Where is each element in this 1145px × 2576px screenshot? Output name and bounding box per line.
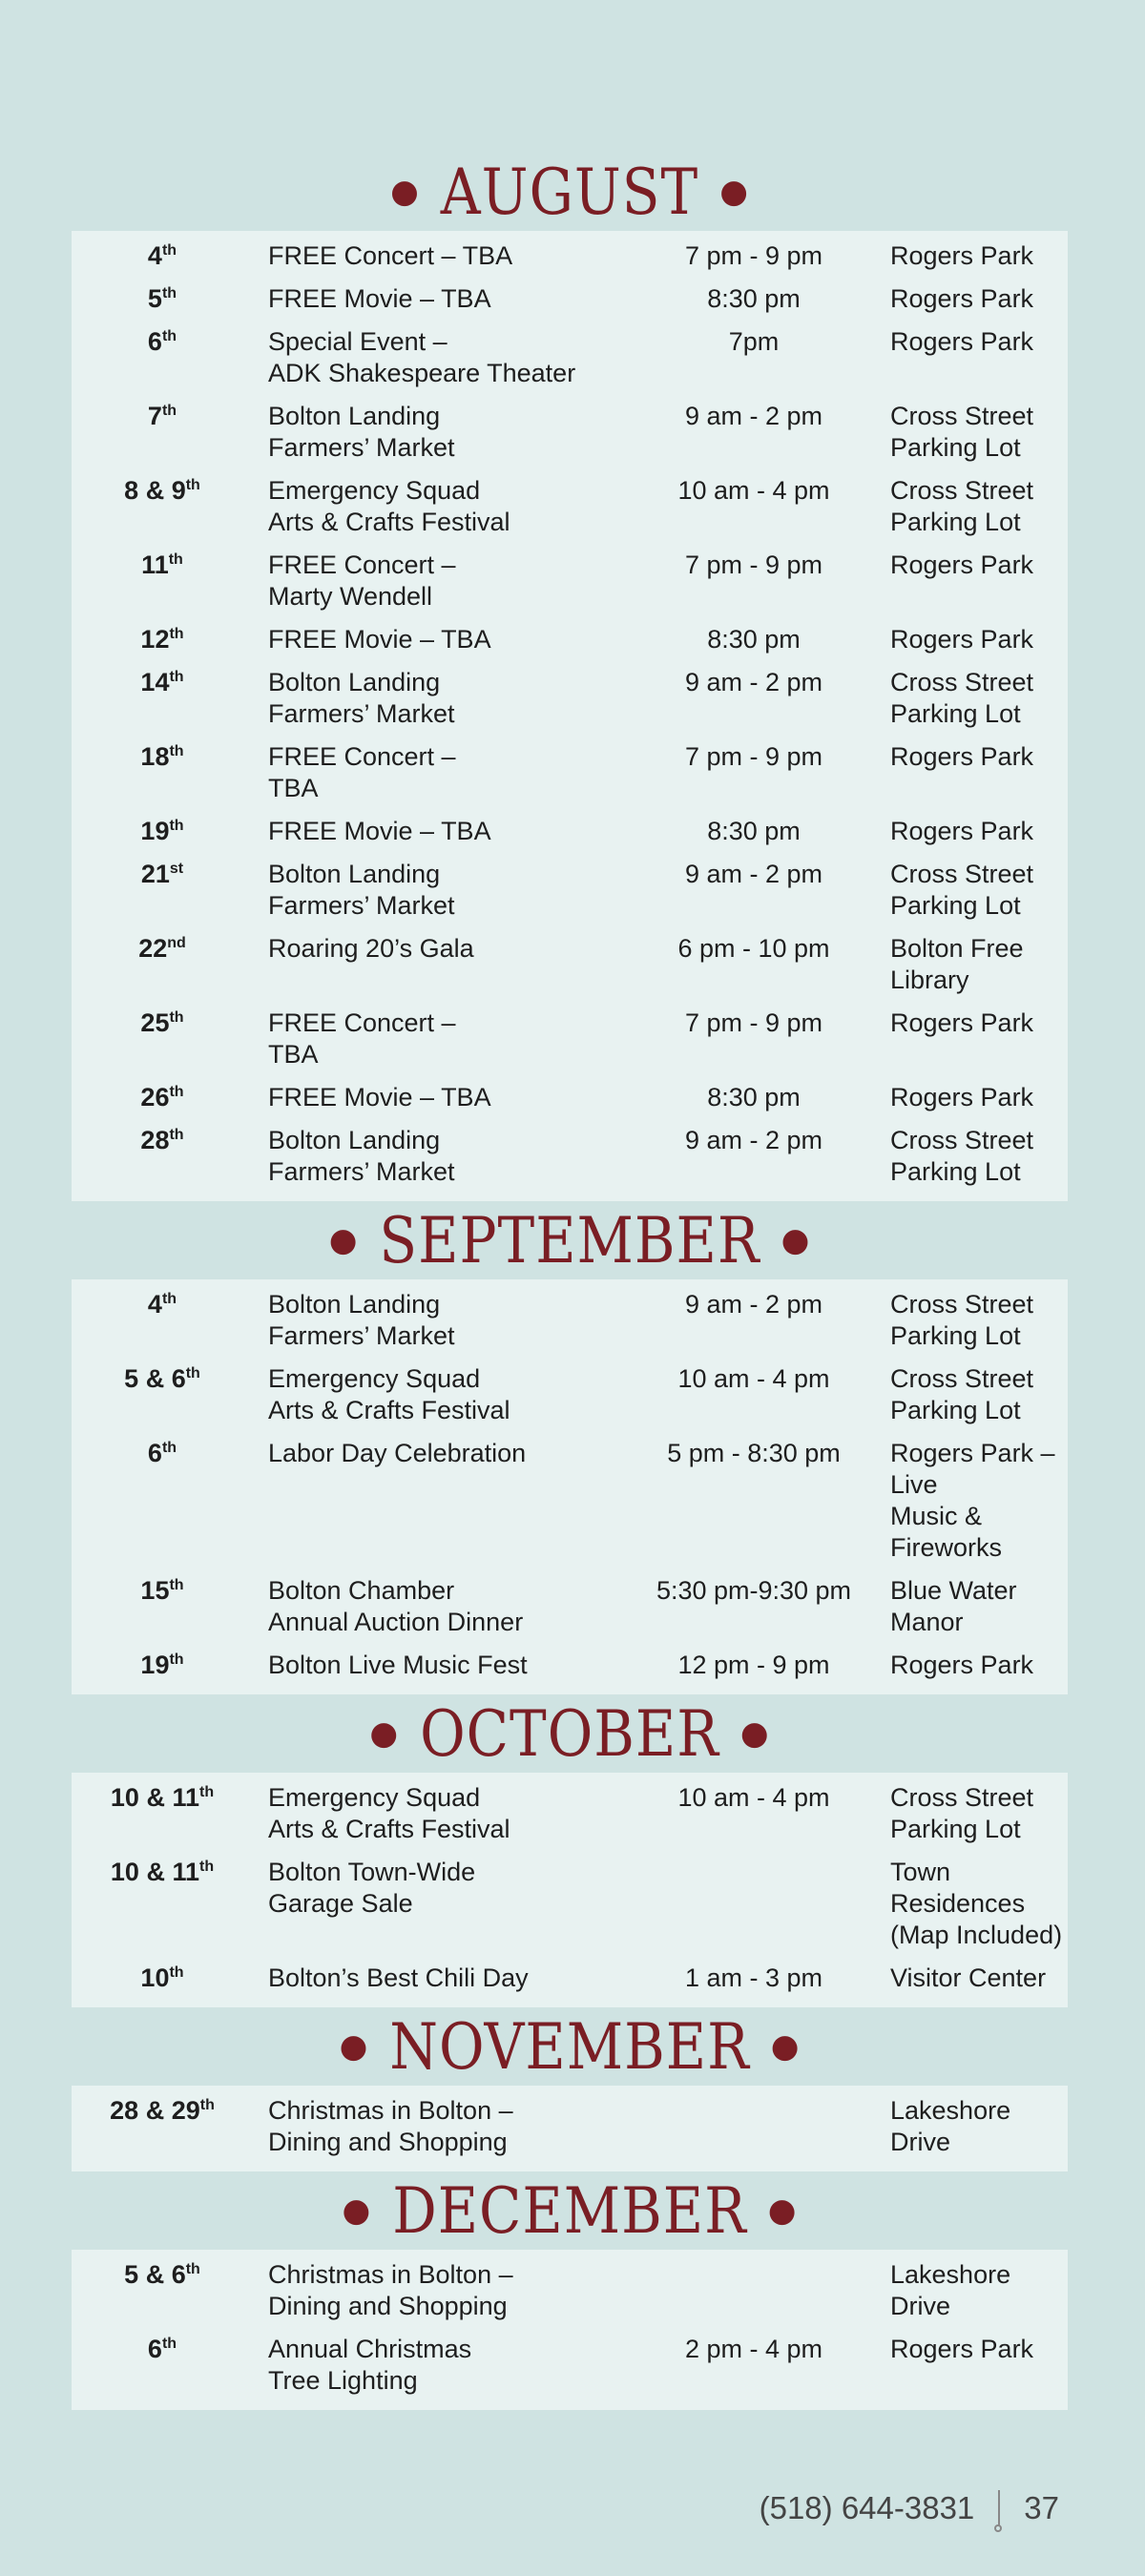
event-day: 28 & 29 — [110, 2096, 200, 2125]
event-row — [72, 855, 1068, 929]
event-date — [72, 240, 253, 272]
event-day: 6 — [147, 2335, 162, 2363]
event-time: 9 am - 2 pm — [684, 668, 823, 696]
event-date — [72, 1289, 253, 1352]
bullet-icon: ● — [767, 2192, 798, 2230]
event-day: 15 — [140, 1576, 170, 1605]
page-footer — [760, 2484, 1059, 2532]
event-date — [72, 2334, 253, 2397]
event-date — [72, 741, 253, 804]
bullet-icon: ● — [770, 2027, 801, 2066]
bullet-icon: ● — [739, 1714, 770, 1753]
event-row — [72, 546, 1068, 620]
event-day: 7 — [147, 402, 162, 430]
event-location: Rogers Park — [890, 625, 1034, 654]
event-time: 8:30 pm — [707, 1083, 801, 1111]
month-heading — [72, 2007, 1068, 2086]
event-time: 12 pm - 9 pm — [677, 1651, 830, 1679]
day-suffix: th — [161, 1440, 177, 1456]
day-suffix: th — [169, 743, 184, 759]
event-day: 12 — [140, 625, 170, 654]
day-suffix: th — [169, 1964, 184, 1981]
day-suffix: th — [161, 285, 177, 301]
event-date — [72, 1125, 253, 1188]
event-date — [72, 1008, 253, 1070]
event-location: Cross Street Parking Lot — [890, 1126, 1034, 1186]
event-day: 10 & 11 — [110, 1783, 199, 1812]
day-suffix: th — [169, 818, 184, 834]
event-day: 10 & 11 — [110, 1858, 199, 1886]
month-title: SEPTEMBER — [379, 1202, 760, 1278]
event-date — [72, 401, 253, 464]
event-name: Bolton Landing Farmers’ Market — [268, 1290, 455, 1350]
events-table — [72, 2250, 1068, 2410]
event-time: 10 am - 4 pm — [677, 1364, 830, 1393]
month-heading — [72, 1201, 1068, 1279]
event-location: Rogers Park — [890, 327, 1034, 356]
event-day: 25 — [140, 1008, 170, 1037]
event-location: Rogers Park — [890, 2335, 1034, 2363]
event-time: 7pm — [728, 327, 780, 356]
event-day: 4 — [147, 241, 162, 270]
event-name: Emergency Squad Arts & Crafts Festival — [268, 1364, 510, 1424]
month-heading — [72, 1694, 1068, 1773]
event-name: Bolton Landing Farmers’ Market — [268, 860, 455, 920]
event-date — [72, 667, 253, 730]
event-row — [72, 1959, 1068, 2002]
day-suffix: th — [185, 2261, 200, 2277]
event-time: 9 am - 2 pm — [684, 1126, 823, 1154]
day-suffix: th — [198, 1859, 215, 1875]
event-date — [72, 326, 253, 389]
event-date — [72, 1363, 253, 1426]
month-title: NOVEMBER — [389, 2008, 750, 2085]
event-day: 11 — [141, 551, 169, 579]
event-row — [72, 1434, 1068, 1571]
event-time: 7 pm - 9 pm — [684, 241, 823, 270]
events-table — [72, 231, 1068, 1201]
event-day: 8 & 9 — [124, 476, 186, 505]
event-location: Rogers Park — [890, 241, 1034, 270]
month-title: AUGUST — [440, 154, 699, 230]
event-location: Rogers Park — [890, 1651, 1034, 1679]
event-row — [72, 237, 1068, 280]
month-title: DECEMBER — [392, 2172, 747, 2249]
event-name: FREE Movie – TBA — [268, 817, 491, 845]
event-location: Cross Street Parking Lot — [890, 402, 1034, 462]
event-day: 18 — [140, 742, 170, 771]
event-time: 6 pm - 10 pm — [677, 934, 830, 963]
event-day: 10 — [140, 1963, 170, 1992]
event-time: 5 pm - 8:30 pm — [667, 1439, 841, 1467]
event-name: Bolton Live Music Fest — [268, 1651, 528, 1679]
bullet-icon: ● — [369, 1714, 400, 1753]
event-row — [72, 397, 1068, 471]
event-day: 6 — [147, 327, 162, 356]
event-row — [72, 1360, 1068, 1434]
event-date — [72, 2259, 253, 2322]
event-location: Bolton Free Library — [890, 934, 1024, 994]
event-row — [72, 1853, 1068, 1959]
event-row — [72, 1778, 1068, 1853]
event-date — [72, 859, 253, 922]
event-day: 4 — [147, 1290, 162, 1319]
event-location: Cross Street Parking Lot — [890, 860, 1034, 920]
event-row — [72, 1121, 1068, 1195]
day-suffix: th — [185, 1365, 200, 1381]
event-name: Emergency Squad Arts & Crafts Festival — [268, 1783, 510, 1843]
event-time: 8:30 pm — [707, 625, 801, 654]
event-row — [72, 2330, 1068, 2404]
event-name: FREE Movie – TBA — [268, 1083, 491, 1111]
bullet-icon: ● — [781, 1221, 811, 1259]
event-date — [72, 283, 253, 315]
event-row — [72, 1285, 1068, 1360]
event-name: Emergency Squad Arts & Crafts Festival — [268, 476, 510, 536]
event-row — [72, 737, 1068, 812]
event-location: Blue Water Manor — [890, 1576, 1017, 1636]
event-date — [72, 550, 253, 613]
event-date — [72, 1082, 253, 1113]
event-date — [72, 1857, 253, 1951]
event-time: 10 am - 4 pm — [677, 476, 830, 505]
event-time: 8:30 pm — [707, 284, 801, 313]
events-table — [72, 1773, 1068, 2007]
event-time — [625, 1857, 883, 1951]
bullet-icon: ● — [342, 2192, 372, 2230]
event-day: 21 — [140, 860, 170, 888]
event-name: Annual Christmas Tree Lighting — [268, 2335, 472, 2395]
event-location: Cross Street Parking Lot — [890, 1783, 1034, 1843]
event-location: Rogers Park — [890, 742, 1034, 771]
event-time: 10 am - 4 pm — [677, 1783, 830, 1812]
event-time: 8:30 pm — [707, 817, 801, 845]
event-name: Special Event – ADK Shakespeare Theater — [268, 327, 576, 387]
day-suffix: th — [169, 1577, 184, 1593]
day-suffix: th — [161, 1291, 177, 1307]
event-row — [72, 471, 1068, 546]
day-suffix: th — [169, 626, 184, 642]
event-day: 5 & 6 — [124, 1364, 186, 1393]
day-suffix: th — [199, 2097, 215, 2113]
events-table — [72, 2086, 1068, 2171]
month-heading — [72, 153, 1068, 231]
event-name: FREE Concert – TBA — [268, 742, 456, 802]
event-name: Christmas in Bolton – Dining and Shopping — [268, 2260, 513, 2320]
event-name: FREE Concert – TBA — [268, 1008, 456, 1069]
event-location: Cross Street Parking Lot — [890, 1364, 1034, 1424]
event-day: 19 — [140, 1651, 170, 1679]
event-time: 9 am - 2 pm — [684, 1290, 823, 1319]
event-location: Lakeshore Drive — [890, 2260, 1011, 2320]
event-time: 9 am - 2 pm — [684, 402, 823, 430]
event-date — [72, 933, 253, 996]
event-name: Labor Day Celebration — [268, 1439, 527, 1467]
event-time — [625, 2095, 883, 2158]
event-time — [625, 2259, 883, 2322]
event-location: Rogers Park — [890, 1008, 1034, 1037]
event-name: Bolton Landing Farmers’ Market — [268, 1126, 455, 1186]
day-suffix: th — [169, 1084, 184, 1100]
event-time: 7 pm - 9 pm — [684, 1008, 823, 1037]
event-location: Rogers Park — [890, 551, 1034, 579]
events-calendar — [72, 153, 1068, 2410]
day-suffix: th — [168, 551, 183, 568]
day-suffix: st — [169, 861, 184, 877]
event-name: FREE Concert – TBA — [268, 241, 513, 270]
event-time: 5:30 pm-9:30 pm — [656, 1576, 852, 1605]
event-day: 22 — [138, 934, 168, 963]
event-time: 2 pm - 4 pm — [684, 2335, 823, 2363]
events-table — [72, 1279, 1068, 1694]
bullet-icon: ● — [719, 173, 749, 211]
day-suffix: th — [161, 242, 177, 259]
event-location: Rogers Park — [890, 817, 1034, 845]
event-location: Cross Street Parking Lot — [890, 1290, 1034, 1350]
day-suffix: th — [169, 1652, 184, 1668]
event-date — [72, 475, 253, 538]
event-name: Bolton Landing Farmers’ Market — [268, 402, 455, 462]
event-location: Lakeshore Drive — [890, 2096, 1011, 2156]
event-day: 6 — [147, 1439, 162, 1467]
event-row — [72, 929, 1068, 1004]
event-date — [72, 1438, 253, 1564]
event-time: 9 am - 2 pm — [684, 860, 823, 888]
event-row — [72, 620, 1068, 663]
event-row — [72, 812, 1068, 855]
month-title: OCTOBER — [420, 1695, 719, 1772]
event-location: Rogers Park – Live Music & Fireworks — [890, 1439, 1055, 1562]
event-location: Cross Street Parking Lot — [890, 668, 1034, 728]
page-number: 37 — [1024, 2490, 1059, 2525]
event-row — [72, 1646, 1068, 1689]
day-suffix: th — [198, 1784, 215, 1800]
event-name: Bolton Town-Wide Garage Sale — [268, 1858, 476, 1918]
event-time: 7 pm - 9 pm — [684, 551, 823, 579]
event-time: 1 am - 3 pm — [684, 1963, 823, 1992]
event-date — [72, 1575, 253, 1638]
event-time: 7 pm - 9 pm — [684, 742, 823, 771]
event-name: Bolton Landing Farmers’ Market — [268, 668, 455, 728]
event-day: 5 & 6 — [124, 2260, 186, 2289]
event-name: FREE Movie – TBA — [268, 625, 491, 654]
event-name: Bolton’s Best Chili Day — [268, 1963, 529, 1992]
bullet-icon: ● — [390, 173, 420, 211]
event-day: 26 — [140, 1083, 170, 1111]
event-row — [72, 2255, 1068, 2330]
event-location: Rogers Park — [890, 284, 1034, 313]
day-suffix: th — [169, 669, 184, 685]
event-name: Christmas in Bolton – Dining and Shopping — [268, 2096, 513, 2156]
event-row — [72, 663, 1068, 737]
event-date — [72, 2095, 253, 2158]
event-location: Cross Street Parking Lot — [890, 476, 1034, 536]
month-heading — [72, 2171, 1068, 2250]
phone-number[interactable]: (518) 644-3831 — [759, 2490, 975, 2525]
event-day: 19 — [140, 817, 170, 845]
event-name: FREE Movie – TBA — [268, 284, 491, 313]
event-name: FREE Concert – Marty Wendell — [268, 551, 456, 611]
event-date — [72, 1650, 253, 1681]
event-location: Rogers Park — [890, 1083, 1034, 1111]
event-row — [72, 1004, 1068, 1078]
bullet-icon: ● — [328, 1221, 359, 1259]
event-date — [72, 624, 253, 655]
day-suffix: th — [161, 328, 177, 344]
event-date — [72, 1782, 253, 1845]
day-suffix: th — [169, 1009, 184, 1026]
event-row — [72, 1571, 1068, 1646]
event-location: Town Residences (Map Included) — [890, 1858, 1063, 1949]
event-row — [72, 280, 1068, 322]
event-name: Bolton Chamber Annual Auction Dinner — [268, 1576, 524, 1636]
event-location: Visitor Center — [890, 1963, 1047, 1992]
event-row — [72, 1078, 1068, 1121]
event-name: Roaring 20’s Gala — [268, 934, 474, 963]
day-suffix: th — [161, 403, 177, 419]
divider-icon — [997, 2484, 1001, 2532]
day-suffix: th — [161, 2336, 177, 2352]
day-suffix: th — [185, 477, 200, 493]
event-row — [72, 2091, 1068, 2166]
event-row — [72, 322, 1068, 397]
event-day: 14 — [140, 668, 170, 696]
bullet-icon: ● — [339, 2027, 369, 2066]
day-suffix: nd — [167, 935, 186, 951]
event-day: 28 — [140, 1126, 170, 1154]
event-day: 5 — [147, 284, 162, 313]
event-date — [72, 1963, 253, 1994]
day-suffix: th — [169, 1127, 184, 1143]
event-date — [72, 816, 253, 847]
